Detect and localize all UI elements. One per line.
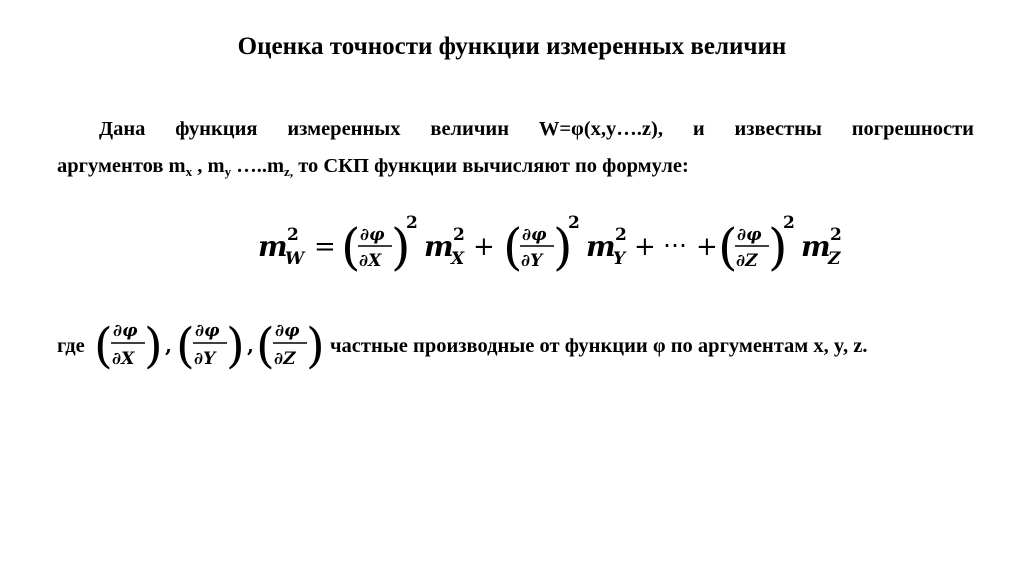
word: известны bbox=[734, 118, 822, 140]
m-symbol: m bbox=[586, 230, 616, 263]
subscript-Y: Y bbox=[613, 249, 626, 269]
text-segment: то СКП функции вычисляют по формуле: bbox=[293, 155, 689, 177]
dphi-numerator: ∂φ bbox=[360, 225, 385, 245]
subscript-X: X bbox=[451, 249, 465, 269]
m-symbol: m bbox=[801, 230, 831, 263]
intro-paragraph bbox=[57, 111, 974, 185]
m-symbol: m bbox=[258, 230, 288, 263]
superscript-2: 2 bbox=[830, 225, 842, 245]
plus-sign: + bbox=[696, 232, 718, 262]
left-paren: ( bbox=[341, 218, 361, 276]
left-paren: ( bbox=[256, 318, 275, 374]
partial-derivatives-line bbox=[57, 310, 987, 380]
superscript-2: 2 bbox=[568, 213, 580, 233]
subscript-x: x bbox=[185, 164, 193, 179]
superscript-2: 2 bbox=[615, 225, 627, 245]
subscript-y: y bbox=[224, 164, 232, 179]
dY-denominator: ∂Y bbox=[521, 251, 543, 271]
dphi-numerator: ∂φ bbox=[113, 321, 138, 341]
equals-sign: = bbox=[314, 232, 336, 262]
plus-sign: + bbox=[473, 232, 495, 262]
variance-formula bbox=[0, 208, 1024, 278]
m-symbol: m bbox=[424, 230, 454, 263]
superscript-2: 2 bbox=[453, 225, 465, 245]
plus-sign: + bbox=[634, 232, 656, 262]
right-paren: ) bbox=[391, 218, 411, 276]
word: погрешности bbox=[851, 118, 974, 140]
text-segment: …..m bbox=[231, 155, 285, 177]
slide-title: Оценка точности функции измеренных величин bbox=[237, 33, 787, 60]
left-paren: ( bbox=[94, 318, 113, 374]
right-paren: ) bbox=[768, 218, 788, 276]
right-paren: ) bbox=[144, 318, 163, 374]
left-paren: ( bbox=[718, 218, 738, 276]
word: функция bbox=[175, 118, 258, 140]
where-prefix: где bbox=[57, 335, 85, 357]
word: измеренных bbox=[287, 118, 401, 140]
subscript-Z: Z bbox=[828, 249, 841, 269]
dphi-numerator: ∂φ bbox=[522, 225, 547, 245]
ellipsis: ⋯ bbox=[663, 231, 687, 259]
dZ-denominator: ∂Z bbox=[274, 349, 296, 369]
paragraph-line-1 bbox=[57, 111, 974, 148]
dphi-numerator: ∂φ bbox=[195, 321, 220, 341]
word: и bbox=[692, 118, 705, 140]
dY-denominator: ∂Y bbox=[194, 349, 216, 369]
word: Дана bbox=[99, 118, 146, 140]
superscript-2: 2 bbox=[287, 225, 299, 245]
superscript-2: 2 bbox=[406, 213, 418, 233]
text-segment: аргументов m bbox=[57, 155, 186, 177]
word: величин bbox=[430, 118, 510, 140]
dphi-numerator: ∂φ bbox=[737, 225, 762, 245]
dphi-numerator: ∂φ bbox=[275, 321, 300, 341]
paragraph-line-2 bbox=[57, 148, 974, 185]
comma: , bbox=[165, 333, 172, 357]
left-paren: ( bbox=[176, 318, 195, 374]
comma: , bbox=[247, 333, 254, 357]
right-paren: ) bbox=[226, 318, 245, 374]
subscript-W: W bbox=[285, 249, 305, 269]
dX-denominator: ∂X bbox=[359, 251, 382, 271]
dX-denominator: ∂X bbox=[112, 349, 135, 369]
word: W=φ(x,y….z), bbox=[538, 118, 663, 140]
dZ-denominator: ∂Z bbox=[736, 251, 758, 271]
right-paren: ) bbox=[553, 218, 573, 276]
left-paren: ( bbox=[503, 218, 523, 276]
subscript-z: z, bbox=[284, 164, 294, 179]
right-paren: ) bbox=[306, 318, 325, 374]
text-segment: , m bbox=[192, 155, 225, 177]
superscript-2: 2 bbox=[783, 213, 795, 233]
where-suffix: частные производные от функции φ по аргументам x, y, z. bbox=[330, 335, 868, 357]
